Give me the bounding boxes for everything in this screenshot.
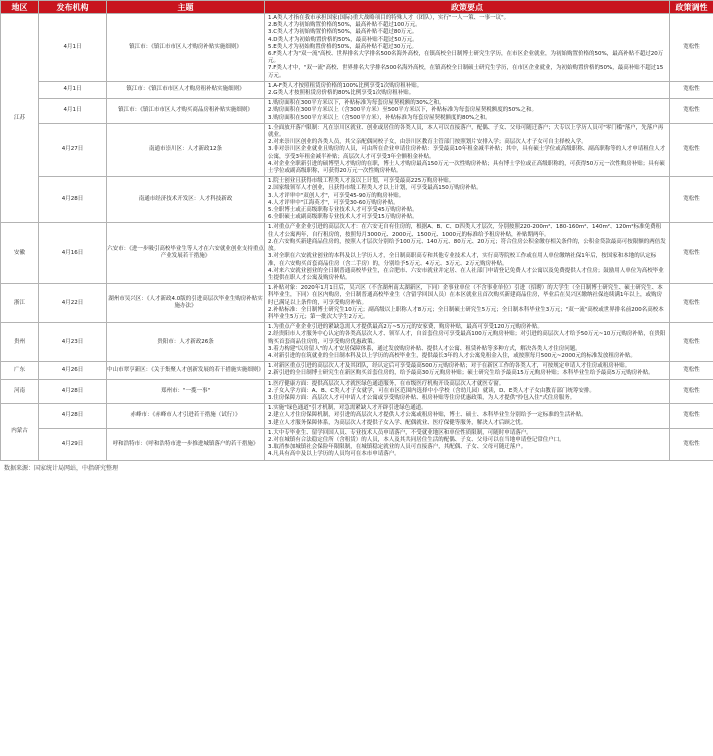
date-cell: 4月27日 <box>39 123 107 176</box>
point-line: 2.在六安购买新建商品住房的，按照人才层次分别给予100万元、140万元、80万元、20万元；符合住房公积金缴存相关条件的，公积金贷款最高可按限额的两倍发放。 <box>268 238 666 253</box>
point-line: 1.对重点产业企业引进的高层次人才：在六安无自有住房的，根据A、B、C、D四类人才层次，分别按照220-200m²、180-160m²、140m²、120m²标准免费租住人才公寓两年，自行租房的，按照每月3000元、2000元、1500元、1000元的标准给予租房补贴，补贴期两年。 <box>268 224 662 238</box>
topic-cell: 镇江市：《镇江市市区人才购房租补贴实施细则》 <box>107 81 265 98</box>
tone-cell: 宽松性 <box>670 14 713 82</box>
region-cell: 河南 <box>1 379 39 404</box>
points-cell <box>265 81 670 98</box>
region-cell: 安徽 <box>1 223 39 284</box>
table-row <box>1 404 713 429</box>
table-row <box>1 428 713 460</box>
source-footnote: 数据来源：国家统计局网站，中指研究整理 <box>4 464 119 472</box>
topic-cell: 贵阳市：人才新政26条 <box>107 323 265 362</box>
point-line: 3.C类人才为初始购置价格的50%，最高补贴不超过80万元。 <box>268 29 418 36</box>
date-cell: 4月26日 <box>39 362 107 379</box>
table-row <box>1 362 713 379</box>
point-line: 3.购房面积在500平方米以上（含500平方米），补贴标准为每套房屋契税额度的80%之和。 <box>268 114 491 121</box>
topic-cell: 镇江市：《镇江市市区人才购买商品房租补贴实施细则》 <box>107 99 265 124</box>
tone-cell: 宽松性 <box>670 81 713 98</box>
table-row <box>1 177 713 223</box>
date-cell: 4月16日 <box>39 223 107 284</box>
date-cell: 4月1日 <box>39 99 107 124</box>
topic-cell: 镇江市：《镇江市市区人才购房补贴实施细则》 <box>107 14 265 82</box>
point-line: 1.对新区重点引进的高层次人才及其团队，经认定后可享受最高500万元购房补贴；对于在新区工作的各类人才，可按规定申请人才住房或租房补贴。 <box>268 363 631 370</box>
points-cell <box>265 323 670 362</box>
points-cell <box>265 99 670 124</box>
point-line: 2.补贴标准：全日制博士研究生10万元；副高级以上职称人才8万元；全日制硕士研究生5万元；全日制本科毕业生3万元；"双一流"高校或世界排名前200名高校本科毕业生5万元；第一批次大学生2万元。 <box>268 306 664 320</box>
points-cell <box>265 177 670 223</box>
point-line: 1.为重点产业企业引进的紧缺急需人才提供最高2万~5万元的安家费，购房补贴，最高可享受120万元购房补贴。 <box>268 324 543 331</box>
point-line: 3.住房保障方面：高层次人才可申请人才公寓或享受购房补贴、租房补贴等住房优惠政策，为人才提供"拎包入住"式住房服务。 <box>268 394 576 401</box>
tone-cell: 宽松性 <box>670 362 713 379</box>
tone-cell: 宽松性 <box>670 428 713 460</box>
header-policy-tone: 政策调性 <box>670 1 713 14</box>
table-row <box>1 123 713 176</box>
header-policy-points: 政策要点 <box>265 1 670 14</box>
point-line: 5.全职博士或正高级职称专业技术人才可享受45万购房补贴。 <box>268 207 418 214</box>
point-line: 1.实施"绿色通道"引才机制，对急需紧缺人才开辟引进绿色通道。 <box>268 405 427 412</box>
point-line: 2.经贵阳市人才服务中心认定的各类高层次人才、领军人才，自首套住房可享受最高100万元购房补贴；对引进的高层次人才给予50万元~10万元购房补贴，在贵阳购买首套商品住房的，可享受购房优惠政策。 <box>268 331 666 345</box>
region-cell: 贵州 <box>1 323 39 362</box>
region-cell: 广东 <box>1 362 39 379</box>
points-cell <box>265 223 670 284</box>
date-cell: 4月22日 <box>39 284 107 323</box>
point-line: 4.对来六安就业创业的全日制普通高校毕业生，在合肥市、六安市就业并定居、在人社部门申请登记免费人才公寓以及免费提供人才住房；鼓励用人单位为高校毕业生提供在职人才公寓及购房补贴。 <box>268 267 664 281</box>
points-cell <box>265 14 670 82</box>
tone-cell: 宽松性 <box>670 323 713 362</box>
tone-cell: 宽松性 <box>670 99 713 124</box>
point-line: 2.新引进的全日制博士研究生在新区购买首套住房的，给予最高30万元购房补贴；硕士研究生给予最高15万元购房补贴；本科毕业生给予最高5万元购房补贴。 <box>268 370 654 377</box>
point-line: 3.非对崇川区企业就业且购房的人员，可由所在企业申请住房补贴：享受最高10年租金减半补贴；其中，具有硕士学位或高级职称、副高职称等的人才申请租住人才公寓，享受3年租金减半补贴；高层次人才可享受3年全额租金补贴。 <box>268 146 666 160</box>
point-line: 3.建立人才服务保障体系，为高层次人才提供子女入学、配偶就业、医疗保健等服务，解决人才后顾之忧。 <box>268 419 527 426</box>
point-line: 2.对来崇川区创业的各类人员，其父亲配偶同校子女，由崇川区教育主管部门按照划片安排入学；高层次人才子女可自主择校入学。 <box>268 139 587 146</box>
header-publisher: 发布机构 <box>39 1 107 14</box>
date-cell: 4月28日 <box>39 177 107 223</box>
point-line: 1.补贴对象：2020年1月1日后，吴兴区（不含湖州南太湖新区，下同）企事业单位（不含事业单位）引进（招聘）的大学生（全日制博士研究生、硕士研究生、本科毕业生，下同）在区内购房，全日制普通高校毕业生（含留学回国人员）在本区就业且首次购买新建商品住房，毕业后在吴兴区缴纳社保连续满1年以上，或购房时已满足以上条件的，可享受购房补贴。 <box>268 285 663 306</box>
topic-cell: 南通市经济技术开发区：人才科技新政 <box>107 177 265 223</box>
point-line: 2.建立人才住房保障机制，对引进的高层次人才提供人才公寓或租房补贴，博士、硕士、本科毕业生分别给予一定标准的生活补贴。 <box>268 412 587 419</box>
point-line: 3.取消参加城镇社会保险年限限制，在城镇稳定就业的人员可直接落户，其配偶、子女、父母可随迁落户。 <box>268 444 527 451</box>
point-line: 1.医疗健康方面：提供高层次人才就医绿色通道服务，在市级医疗机构开设高层次人才就医专窗。 <box>268 380 505 387</box>
header-region: 地区 <box>1 1 39 14</box>
points-cell <box>265 123 670 176</box>
region-cell: 江苏 <box>1 14 39 223</box>
point-line: 1.购房面积在300平方米以下，补贴标准为每套房屋契税额的30%之和。 <box>268 100 445 107</box>
point-line: 4.对新引进的在筑就业的全日制本科及以上学历的高校毕业生，提供最长3年的人才公寓免租金入住，或按照每月500元~2000元的标准发放租房补贴。 <box>268 352 636 359</box>
region-cell: 内蒙古 <box>1 404 39 460</box>
date-cell: 4月29日 <box>39 428 107 460</box>
tone-cell: 宽松性 <box>670 223 713 284</box>
date-cell: 4月28日 <box>39 379 107 404</box>
point-line: 1.A类人才指在我市承担国家(国际)重大战略项目的特殊人才（团队），实行"一人一策、一事一议"。 <box>268 15 510 21</box>
point-line: 4.对企业全职新引进的硕博型人才购房的在职，博士人才购房最高150万元一次性购房补贴；具有博士学位或正高级职称的，可获得50万元一次性购房补贴；具有硕士学位或副高级职称，可获得20万元一次性购房补贴。 <box>268 160 665 175</box>
point-line: 3.人才评审中"双创人才"，可享受45-90万的购房补贴。 <box>268 192 405 199</box>
table-row <box>1 81 713 98</box>
date-cell: 4月1日 <box>39 81 107 98</box>
point-line: 2.子女入学方面：A、B、C类人才子女就学，可在市区范围内选择中小学校（含幼儿园）就读，D、E类人才子女由教育部门统筹安排。 <box>268 387 595 394</box>
point-line: 1.全面放开落户限制：凡在崇川区就业、创业或居住的各类人员，本人可以直接落户，配偶、子女、父母可随迁落户；大专以上学历人员可"零门槛"落户，先落户再就业。 <box>268 124 664 139</box>
topic-cell: 湖州市吴兴区：《人才新政4.0版的引进高层次毕业生购房补贴实施办法》 <box>107 284 265 323</box>
points-cell <box>265 428 670 460</box>
point-line: 1.大中专毕业生、留学回国人员、专业技术人员申请落户，不受就业地区和单位性质限制，可随时申请落户。 <box>268 429 532 436</box>
tone-cell: 宽松性 <box>670 123 713 176</box>
header-topic: 主题 <box>107 1 265 14</box>
date-cell: 4月28日 <box>39 404 107 429</box>
table-row <box>1 323 713 362</box>
point-line: 2.国家级领军人才创业，且获得市级工程类人才以上计划，可享受最高150万购房补贴。 <box>268 185 482 192</box>
tone-cell: 宽松性 <box>670 379 713 404</box>
point-line: 2.对在城镇有合法稳定住所（含租赁）的人员，本人及其共同居住生活的配偶、子女、父母可以在当地申请登记常住户口。 <box>268 436 565 443</box>
point-line: 1.A-F类人才按照租赁房价格的100%比例享受1次购房租补贴。 <box>268 82 423 89</box>
table-row <box>1 379 713 404</box>
tone-cell: 宽松性 <box>670 177 713 223</box>
point-line: 1.院士创业且获得市级工程类人才及以上计划，可享受最高225万购房补贴。 <box>268 178 455 185</box>
table-row <box>1 284 713 323</box>
point-line: 4.人才评审中"江海英才"，可享受30-60万购房补贴。 <box>268 199 399 206</box>
region-cell: 浙江 <box>1 284 39 323</box>
points-cell <box>265 284 670 323</box>
point-line: 6.全职硕士或副高级职称专业技术人才可享受15万购房补贴。 <box>268 214 418 221</box>
point-line: 3.着力构建"以房留人"的人才安居保障体系，通过发放购房补贴、提供人才公寓、租赁补贴等多种方式，解决各类人才住房问题。 <box>268 345 581 352</box>
point-line: 2.购房面积在300平方米以上（含300平方米）至500平方米以下，补贴标准为每套房屋契税额度的50%之和。 <box>268 107 537 114</box>
points-cell <box>265 379 670 404</box>
point-line: 2.G类人才按照租赁房价格的80%比例享受1次购房租补贴。 <box>268 90 415 97</box>
point-line: 2.B类人才为初始购置价格的50%，最高补贴不超过100万元。 <box>268 22 421 29</box>
point-line: 5.E类人才为初始购置价格的50%，最高补贴不超过30万元。 <box>268 43 417 50</box>
topic-cell: 中山市翠亨新区：《关于集聚人才创新发展的若干措施实施细则》 <box>107 362 265 379</box>
date-cell: 4月23日 <box>39 323 107 362</box>
point-line: 7.F类人才中，"双一流"高校、世界排名大学排名500名海外高校，在镇高校全日制硕士研究生学历，在市区企业就业，为初始购置价格的50%，最高补贴不超过15万元。 <box>268 65 664 79</box>
topic-cell: 赤峰市：《赤峰市人才引进若干措施（试行）》 <box>107 404 265 429</box>
point-line: 4.凡具有高中及以上学历的人员均可在本市申请落户。 <box>268 451 400 458</box>
table-header <box>1 1 713 14</box>
point-line: 6.F类人才为"双一流"高校、世界排名大学排名500名海外高校，在镇高校全日制博士研究生学历，在市区企业就业，为初始购置价格的50%，最高补贴不超过20万元。 <box>268 51 664 65</box>
point-line: 4.D类人才为初始购置价格的50%，最高补贴不超过50万元。 <box>268 36 418 43</box>
topic-cell: 呼和浩特市：《呼和浩特市进一步推进城镇落户的若干措施》 <box>107 428 265 460</box>
topic-cell: 南通市崇川区：人才新政12条 <box>107 123 265 176</box>
table-row <box>1 14 713 82</box>
topic-cell: 六安市：《进一步吸引高校毕业生等人才在六安就业创业支持重点产业发展若干措施》 <box>107 223 265 284</box>
tone-cell: 宽松性 <box>670 404 713 429</box>
table-row <box>1 99 713 124</box>
points-cell <box>265 404 670 429</box>
point-line: 3.对全职在六安就业创业的本科及以上学历人才，全日制高职高专和其他专业技术人才，实行高等院校工作或在用人单位缴纳社保1年后，按国家和本地的认定标准，在六安购买首套商品住房（含二手房）的，分别给予5万元、4万元、3万元、2万元购房补贴。 <box>268 253 657 267</box>
topic-cell: 郑州市："一揽一事" <box>107 379 265 404</box>
tone-cell: 宽松性 <box>670 284 713 323</box>
date-cell: 4月1日 <box>39 14 107 82</box>
points-cell <box>265 362 670 379</box>
table-row <box>1 223 713 284</box>
